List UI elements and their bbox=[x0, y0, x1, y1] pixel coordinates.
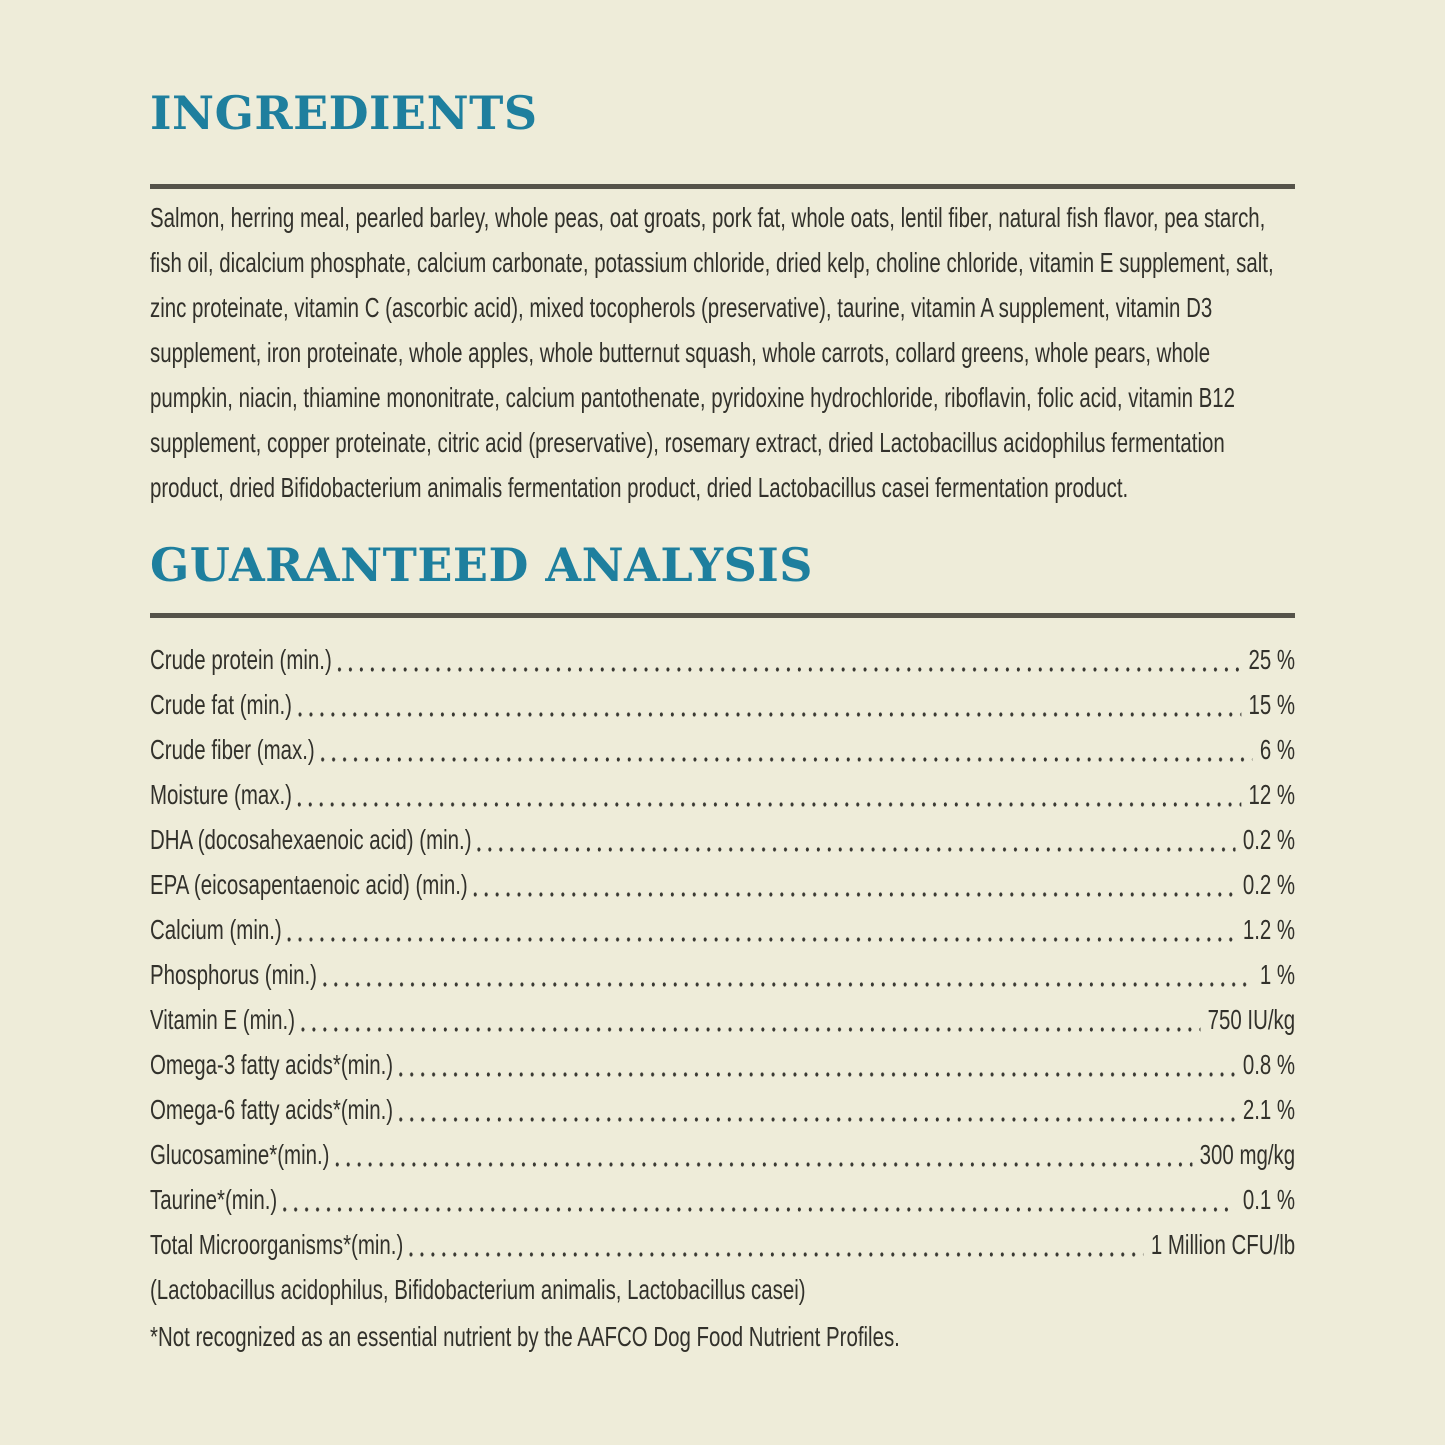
analysis-value: 2.1 % bbox=[1242, 1094, 1296, 1125]
analysis-row bbox=[150, 862, 1295, 907]
analysis-label: Vitamin E (min.) bbox=[150, 1004, 296, 1035]
analysis-value: 6 % bbox=[1259, 734, 1296, 765]
analysis-value: 0.8 % bbox=[1242, 1049, 1296, 1080]
analysis-label: Omega-3 fatty acids*(min.) bbox=[150, 1049, 394, 1080]
dot-leader bbox=[399, 1072, 1236, 1078]
analysis-row bbox=[150, 682, 1295, 727]
analysis-label: EPA (eicosapentaenoic acid) (min.) bbox=[150, 869, 468, 900]
analysis-row bbox=[150, 637, 1295, 682]
dot-leader bbox=[335, 1162, 1192, 1168]
analysis-value: 0.1 % bbox=[1242, 1184, 1296, 1215]
dot-leader bbox=[321, 757, 1253, 763]
analysis-label: Crude protein (min.) bbox=[150, 644, 332, 675]
dot-leader bbox=[477, 847, 1235, 853]
analysis-label: Total Microorganisms*(min.) bbox=[150, 1229, 404, 1260]
analysis-row bbox=[150, 772, 1295, 817]
dot-leader bbox=[474, 892, 1236, 898]
analysis-label: DHA (docosahexaenoic acid) (min.) bbox=[150, 824, 472, 855]
dot-leader bbox=[301, 1027, 1200, 1033]
section-divider bbox=[150, 613, 1295, 618]
dot-leader bbox=[338, 667, 1242, 673]
analysis-value: 15 % bbox=[1248, 689, 1296, 720]
analysis-value: 750 IU/kg bbox=[1207, 1004, 1296, 1035]
ingredients-section-title: INGREDIENTS bbox=[150, 86, 538, 140]
analysis-label: Crude fat (min.) bbox=[150, 689, 292, 720]
analysis-value: 0.2 % bbox=[1242, 869, 1296, 900]
label-content bbox=[150, 0, 1295, 1359]
analysis-value: 1 % bbox=[1259, 959, 1296, 990]
ingredients-text: Salmon, herring meal, pearled barley, whole peas, oat groats, pork fat, whole oats, lentil fiber, natural fish flavor, pea starch, fish oil, dicalcium phosphate, calcium carbonate, potassium chloride, dried kelp, choline chloride, vitamin E supplement, salt, zinc proteinate, vitamin C (ascorbic acid), mixed tocopherols (preservative), taurine, vitamin A supplement, vitamin D3 supplement, iron proteinate, whole apples, whole butternut squash, whole carrots, collard greens, whole pears, whole pumpkin, niacin, thiamine mononitrate, calcium pantothenate, pyridoxine hydrochloride, riboflavin, folic acid, vitamin B12 supplement, copper proteinate, citric acid (preservative), rosemary extract, dried Lactobacillus acidophilus fermentation product, dried Bifidobacterium animalis fermentation product, dried Lactobacillus casei fermentation product. bbox=[150, 202, 1274, 503]
analysis-label: Crude fiber (max.) bbox=[150, 734, 315, 765]
analysis-label: Calcium (min.) bbox=[150, 914, 282, 945]
analysis-value: 12 % bbox=[1248, 779, 1296, 810]
guaranteed-analysis-table bbox=[150, 637, 1295, 1267]
dot-leader bbox=[283, 1207, 1235, 1213]
analysis-value: 0.2 % bbox=[1242, 824, 1296, 855]
analysis-value: 300 mg/kg bbox=[1199, 1139, 1296, 1170]
analysis-row bbox=[150, 1177, 1295, 1222]
analysis-row bbox=[150, 952, 1295, 997]
analysis-label: Taurine*(min.) bbox=[150, 1184, 278, 1215]
analysis-row bbox=[150, 907, 1295, 952]
analysis-row bbox=[150, 997, 1295, 1042]
dot-leader bbox=[298, 712, 1241, 718]
analysis-row bbox=[150, 1042, 1295, 1087]
microorganisms-note: (Lactobacillus acidophilus, Bifidobacterium animalis, Lactobacillus casei) bbox=[150, 1274, 806, 1305]
guaranteed-analysis-section-title: GUARANTEED ANALYSIS bbox=[150, 538, 814, 592]
dot-leader bbox=[399, 1117, 1236, 1123]
analysis-row bbox=[150, 817, 1295, 862]
section-divider bbox=[150, 184, 1295, 189]
analysis-label: Phosphorus (min.) bbox=[150, 959, 317, 990]
analysis-row bbox=[150, 1087, 1295, 1132]
analysis-value: 1 Million CFU/lb bbox=[1150, 1229, 1296, 1260]
dot-leader bbox=[323, 982, 1253, 988]
analysis-row bbox=[150, 1132, 1295, 1177]
analysis-value: 1.2 % bbox=[1242, 914, 1296, 945]
analysis-row bbox=[150, 1222, 1295, 1267]
analysis-value: 25 % bbox=[1248, 644, 1296, 675]
dot-leader bbox=[288, 937, 1236, 943]
analysis-label: Moisture (max.) bbox=[150, 779, 292, 810]
analysis-row bbox=[150, 727, 1295, 772]
analysis-label: Glucosamine*(min.) bbox=[150, 1139, 330, 1170]
dot-leader bbox=[298, 802, 1241, 808]
dot-leader bbox=[409, 1252, 1143, 1258]
aafco-footnote: *Not recognized as an essential nutrient by the AAFCO Dog Food Nutrient Profiles. bbox=[150, 1321, 900, 1352]
analysis-label: Omega-6 fatty acids*(min.) bbox=[150, 1094, 394, 1125]
